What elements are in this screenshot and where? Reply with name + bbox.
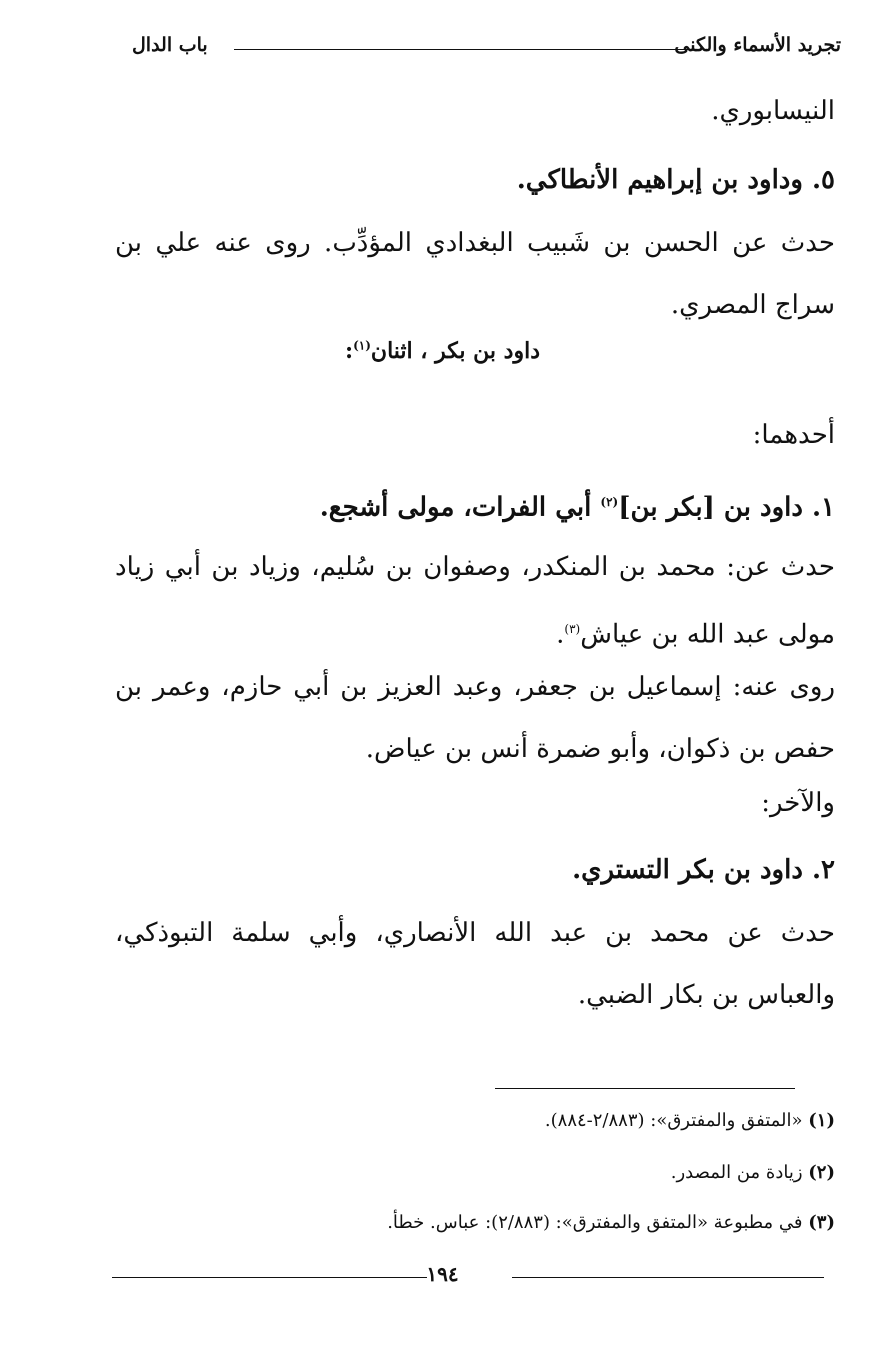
group-heading-colon: : bbox=[344, 338, 354, 364]
group-heading-text: داود بن بكر ، اثنان bbox=[370, 338, 541, 364]
footnote-1 bbox=[545, 1110, 835, 1131]
entry-1-hadith-from-text: حدث عن: محمد بن المنكدر، وصفوان بن سُليم، وزياد بن أبي زياد مولى عبد الله بن عياش bbox=[115, 552, 835, 650]
footnote-ref-3: (٣) bbox=[564, 622, 581, 636]
page-number-rule-right bbox=[512, 1277, 824, 1278]
first-label: أحدهما: bbox=[752, 420, 835, 450]
footnote-1-number: (١) bbox=[808, 1110, 835, 1131]
entry-1-heading-part-b: أبي الفرات، مولى أشجع. bbox=[319, 492, 601, 523]
footnote-3-number: (٣) bbox=[808, 1212, 835, 1233]
group-heading bbox=[0, 338, 885, 364]
footnote-2 bbox=[671, 1162, 835, 1183]
footnote-1-text: «المتفق والمفترق»: (٢/٨٨٣-٨٨٤). bbox=[544, 1110, 803, 1131]
footnote-2-text: زيادة من المصدر. bbox=[670, 1162, 803, 1183]
entry-5-text: حدث عن الحسن بن شَبيب البغدادي المؤدِّب. روى عنه علي بن سراج المصري. bbox=[115, 228, 835, 320]
footnote-2-number: (٢) bbox=[808, 1162, 835, 1183]
footnote-3-text: في مطبوعة «المتفق والمفترق»: (٢/٨٨٣): عباس. خطأ. bbox=[387, 1212, 803, 1233]
entry-1-hadith-from-end: . bbox=[556, 619, 565, 650]
other-label: والآخر: bbox=[761, 788, 835, 818]
page-number: ١٩٤ bbox=[426, 1262, 459, 1286]
header-rule bbox=[234, 49, 699, 50]
entry-1-heading-part-a: ١. داود بن [بكر بن] bbox=[618, 492, 835, 523]
footnote-ref-1: (١) bbox=[353, 338, 371, 353]
book-title: تجريد الأسماء والكنى bbox=[674, 34, 841, 56]
entry-2-text: حدث عن محمد بن عبد الله الأنصاري، وأبي سلمة التبوذكي، والعباس بن بكار الضبي. bbox=[115, 918, 835, 1010]
entry-1-hadith-from bbox=[115, 536, 835, 666]
entry-2-heading: ٢. داود بن بكر التستري. bbox=[572, 855, 835, 885]
entry-1-narrated-by: روى عنه: إسماعيل بن جعفر، وعبد العزيز بن أبي حازم، وعمر بن حفص بن ذكوان، وأبو ضمرة أنس بن عياض. bbox=[115, 672, 835, 764]
running-header bbox=[132, 34, 841, 64]
footnote-separator bbox=[495, 1088, 795, 1089]
entry-1-heading bbox=[320, 482, 835, 528]
continuation-line: النيسابوري. bbox=[711, 96, 835, 126]
footnote-ref-2: (٢) bbox=[600, 495, 619, 509]
section-title: باب الدال bbox=[132, 34, 208, 56]
footnote-3 bbox=[387, 1212, 835, 1233]
entry-5-heading: ٥. وداود بن إبراهيم الأنطاكي. bbox=[516, 165, 835, 195]
